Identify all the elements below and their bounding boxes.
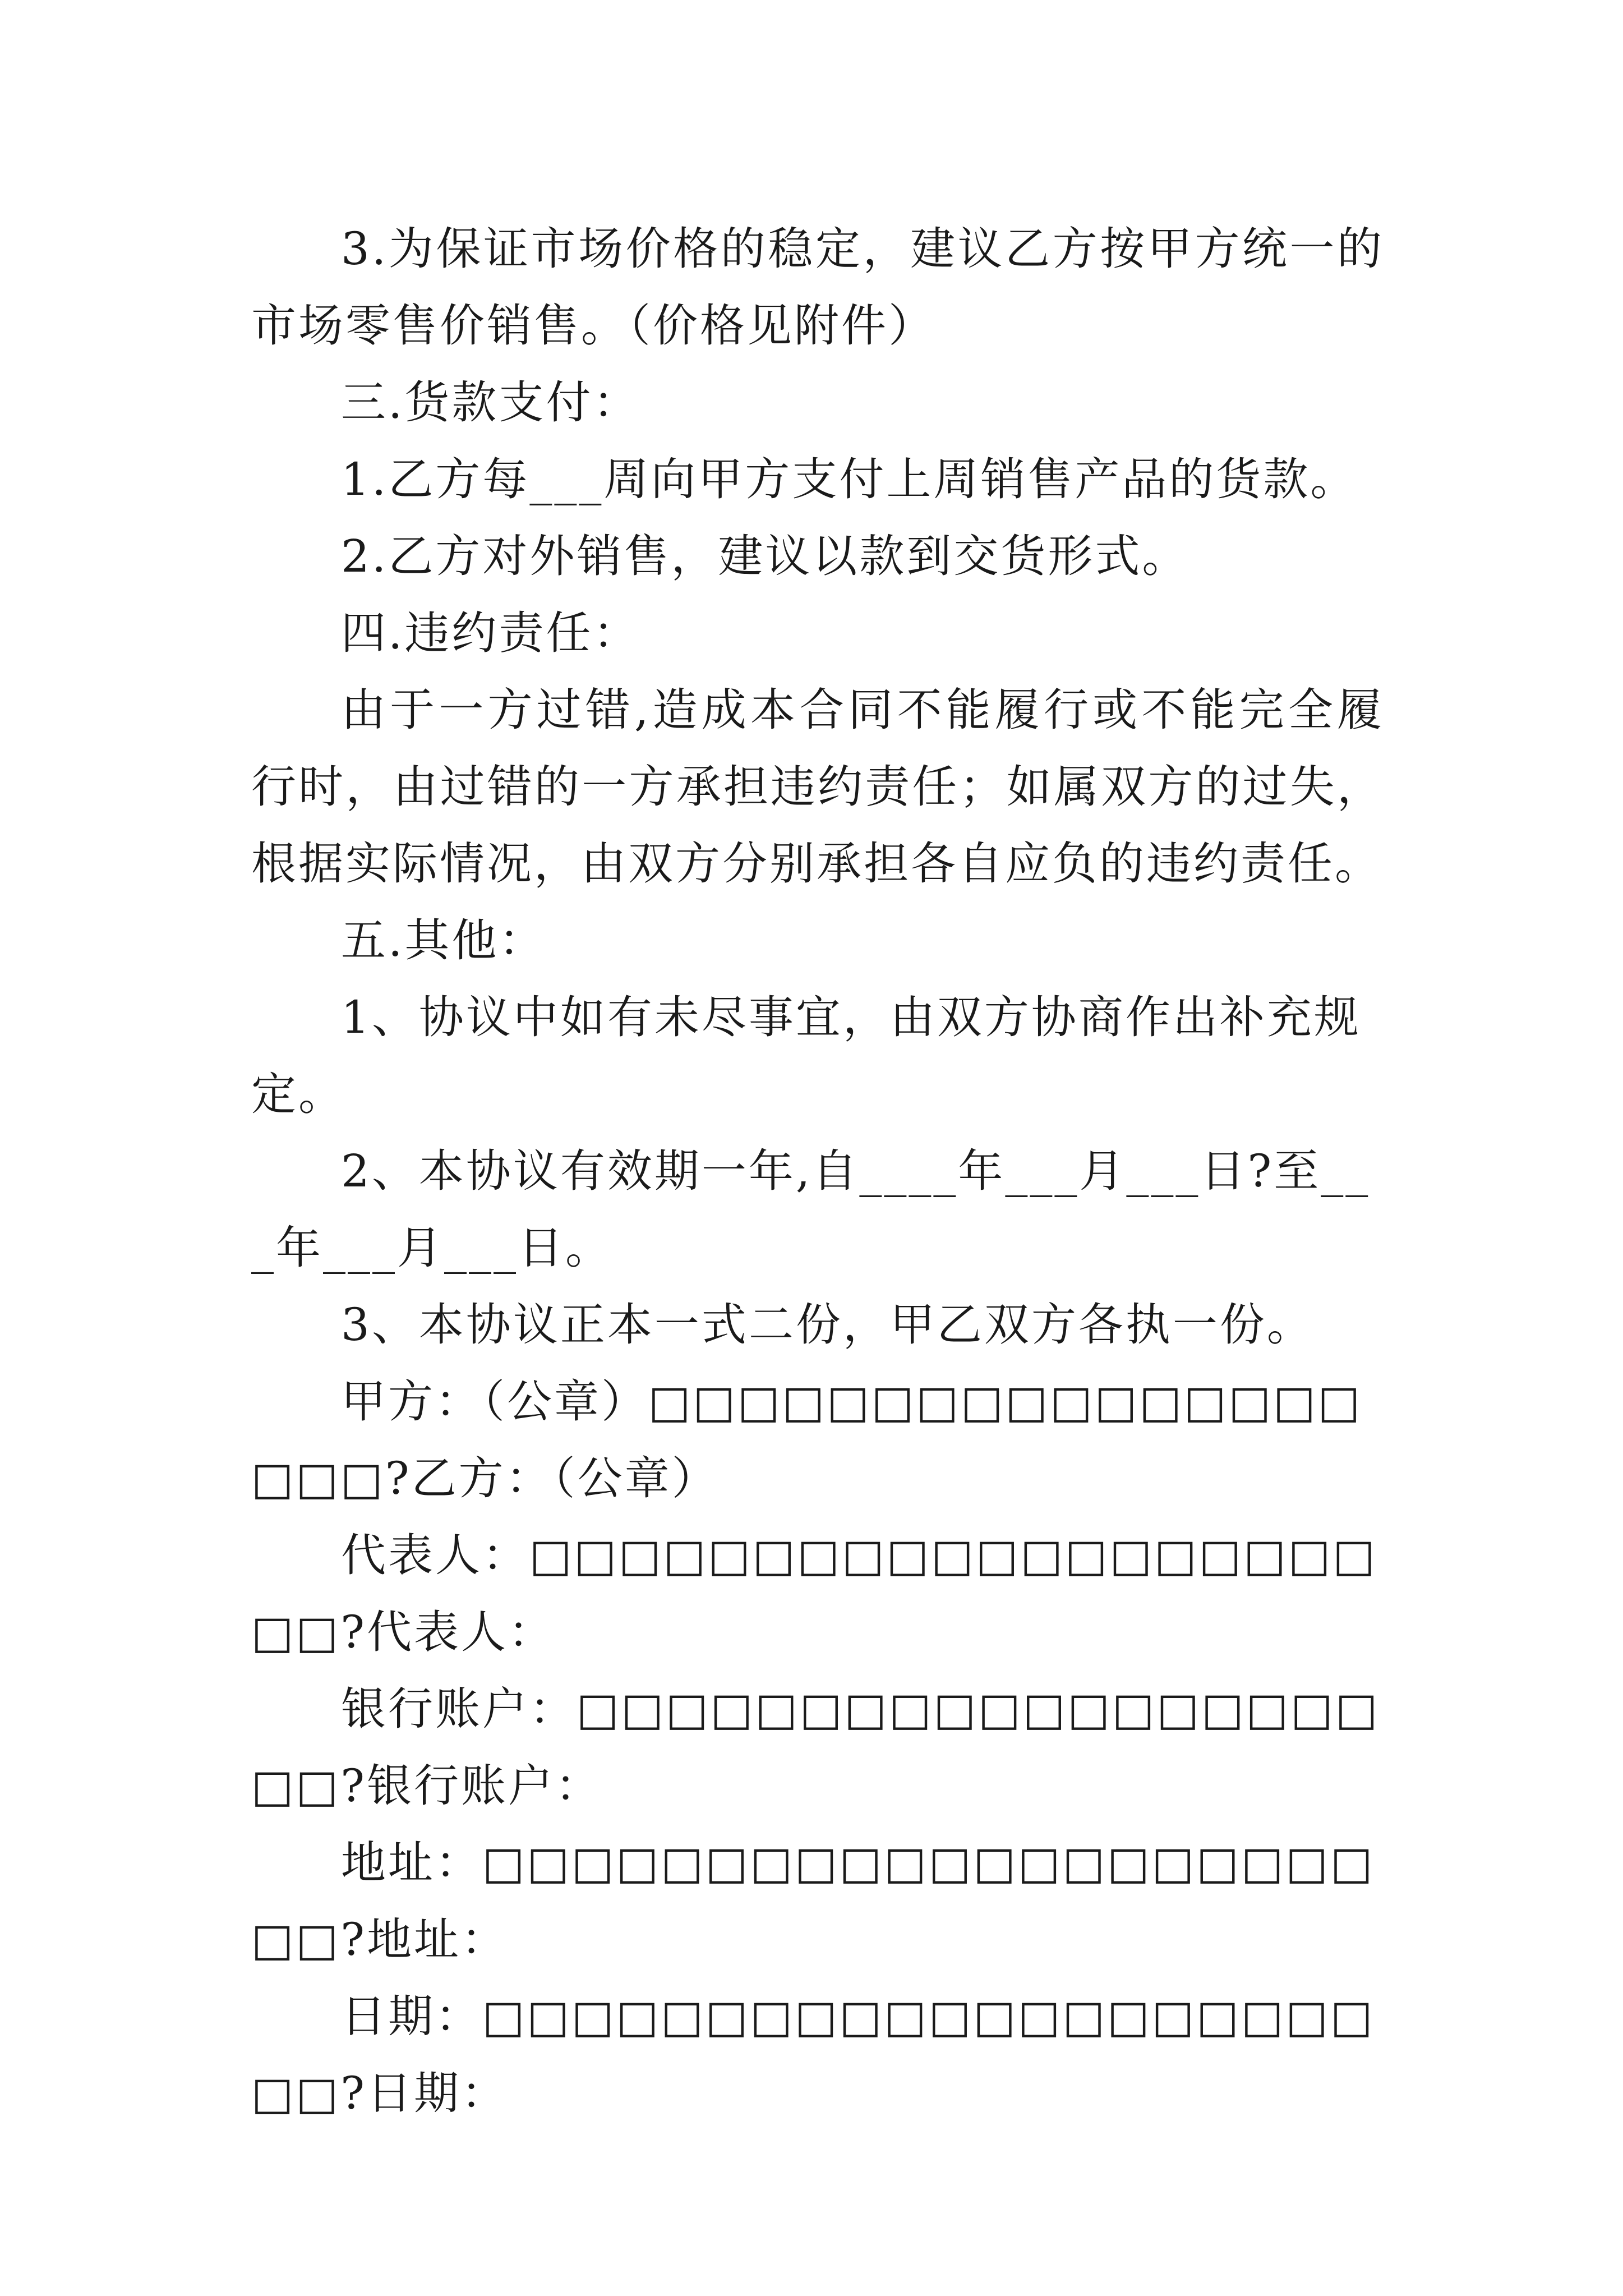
signature-party-seal: 甲方：（公章）□□□□□□□□□□□□□□□□□□□?乙方：（公章） xyxy=(251,1375,1363,1504)
document-page xyxy=(251,210,1384,2132)
clause-weekly-payment: 1.乙方每___周向甲方支付上周销售产品的货款。 xyxy=(341,453,1358,505)
signature-bank-account: 银行账户：□□□□□□□□□□□□□□□□□□□□?银行账户： xyxy=(251,1683,1380,1812)
signature-representative: 代表人：□□□□□□□□□□□□□□□□□□□□□?代表人： xyxy=(251,1529,1378,1658)
clause-payment-form: 2.乙方对外销售，建议以款到交货形式。 xyxy=(341,530,1189,582)
clause-validity: 2、本协议有效期一年,自____年___月___日?至___年___月___日。 xyxy=(251,1145,1371,1274)
clause-retail-price: 3.为保证市场价格的稳定，建议乙方按甲方统一的市场零售价销售。（价格见附件） xyxy=(251,223,1384,352)
heading-other: 五.其他： xyxy=(341,914,546,967)
heading-payment: 三.货款支付： xyxy=(341,376,640,429)
heading-liability: 四.违约责任： xyxy=(341,607,640,659)
signature-address: 地址：□□□□□□□□□□□□□□□□□□□□□□?地址： xyxy=(251,1837,1375,1966)
clause-liability: 由于一方过错,造成本合同不能履行或不能完全履行时，由过错的一方承担违约责任；如属双方的过失，根据实际情况，由双方分别承担各自应负的违约责任。 xyxy=(251,684,1384,890)
clause-copies: 3、本协议正本一式二份，甲乙双方各执一份。 xyxy=(341,1299,1314,1351)
signature-date: 日期：□□□□□□□□□□□□□□□□□□□□□□?日期： xyxy=(251,1990,1375,2119)
clause-supplement: 1、协议中如有未尽事宜，由双方协商作出补充规定。 xyxy=(251,991,1361,1120)
